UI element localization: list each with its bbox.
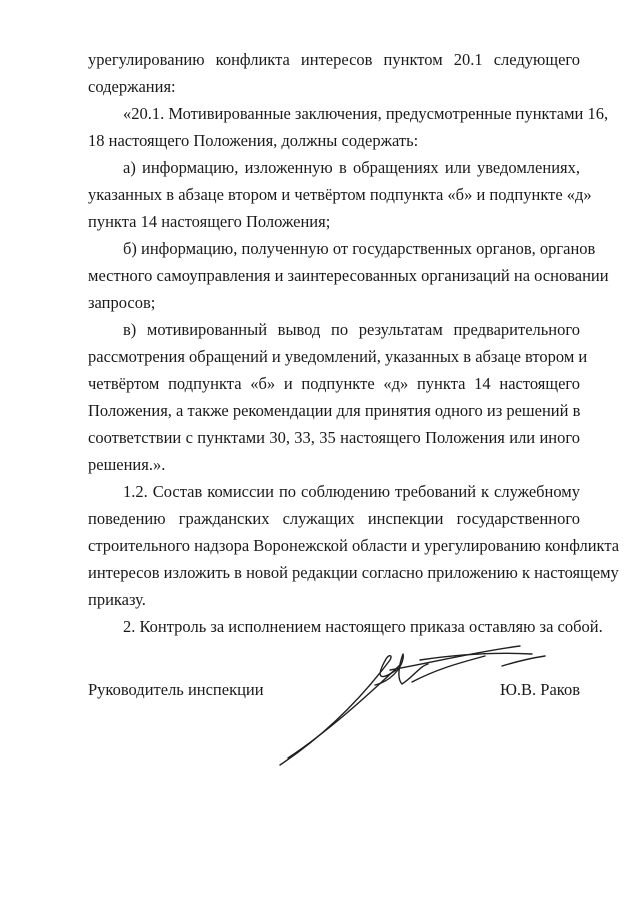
- text-line: «20.1. Мотивированные заключения, предусмотренные пунктами 16,: [123, 104, 609, 123]
- handwritten-signature: [270, 640, 570, 780]
- signatory-name: Ю.В. Раков: [499, 680, 580, 699]
- text-line: запросов;: [88, 293, 156, 312]
- text-line: местного самоуправления и заинтересованных организаций на основании: [88, 266, 609, 285]
- signatory-title: Руководитель инспекции: [88, 680, 264, 699]
- text-line: поведению гражданских служащих инспекции государственного: [88, 509, 580, 528]
- text-line: решения.».: [88, 455, 166, 474]
- text-line: рассмотрения обращений и уведомлений, указанных в абзаце втором и: [88, 347, 588, 366]
- text-line: Положения, а также рекомендации для принятия одного из решений в: [88, 401, 581, 420]
- text-line: б) информацию, полученную от государственных органов, органов: [123, 239, 596, 258]
- text-line: четвёртом подпункта «б» и подпункте «д» пункта 14 настоящего: [88, 374, 580, 393]
- text-line: содержания:: [88, 77, 176, 96]
- text-line: в) мотивированный вывод по результатам предварительного: [123, 320, 580, 339]
- text-line: 18 настоящего Положения, должны содержать:: [88, 131, 419, 150]
- text-line: указанных в абзаце втором и четвёртом подпункта «б» и подпункте «д»: [88, 185, 592, 204]
- text-line: интересов изложить в новой редакции согласно приложению к настоящему: [88, 563, 619, 582]
- text-line: пункта 14 настоящего Положения;: [88, 212, 331, 231]
- text-line: урегулированию конфликта интересов пунктом 20.1 следующего: [88, 50, 580, 69]
- text-line: строительного надзора Воронежской области и урегулированию конфликта: [88, 536, 620, 555]
- text-line: 1.2. Состав комиссии по соблюдению требований к служебному: [123, 482, 580, 501]
- text-line: 2. Контроль за исполнением настоящего приказа оставляю за собой.: [123, 617, 603, 636]
- text-line: а) информацию, изложенную в обращениях или уведомлениях,: [123, 158, 580, 177]
- text-line: соответствии с пунктами 30, 33, 35 настоящего Положения или иного: [88, 428, 580, 447]
- text-line: приказу.: [88, 590, 146, 609]
